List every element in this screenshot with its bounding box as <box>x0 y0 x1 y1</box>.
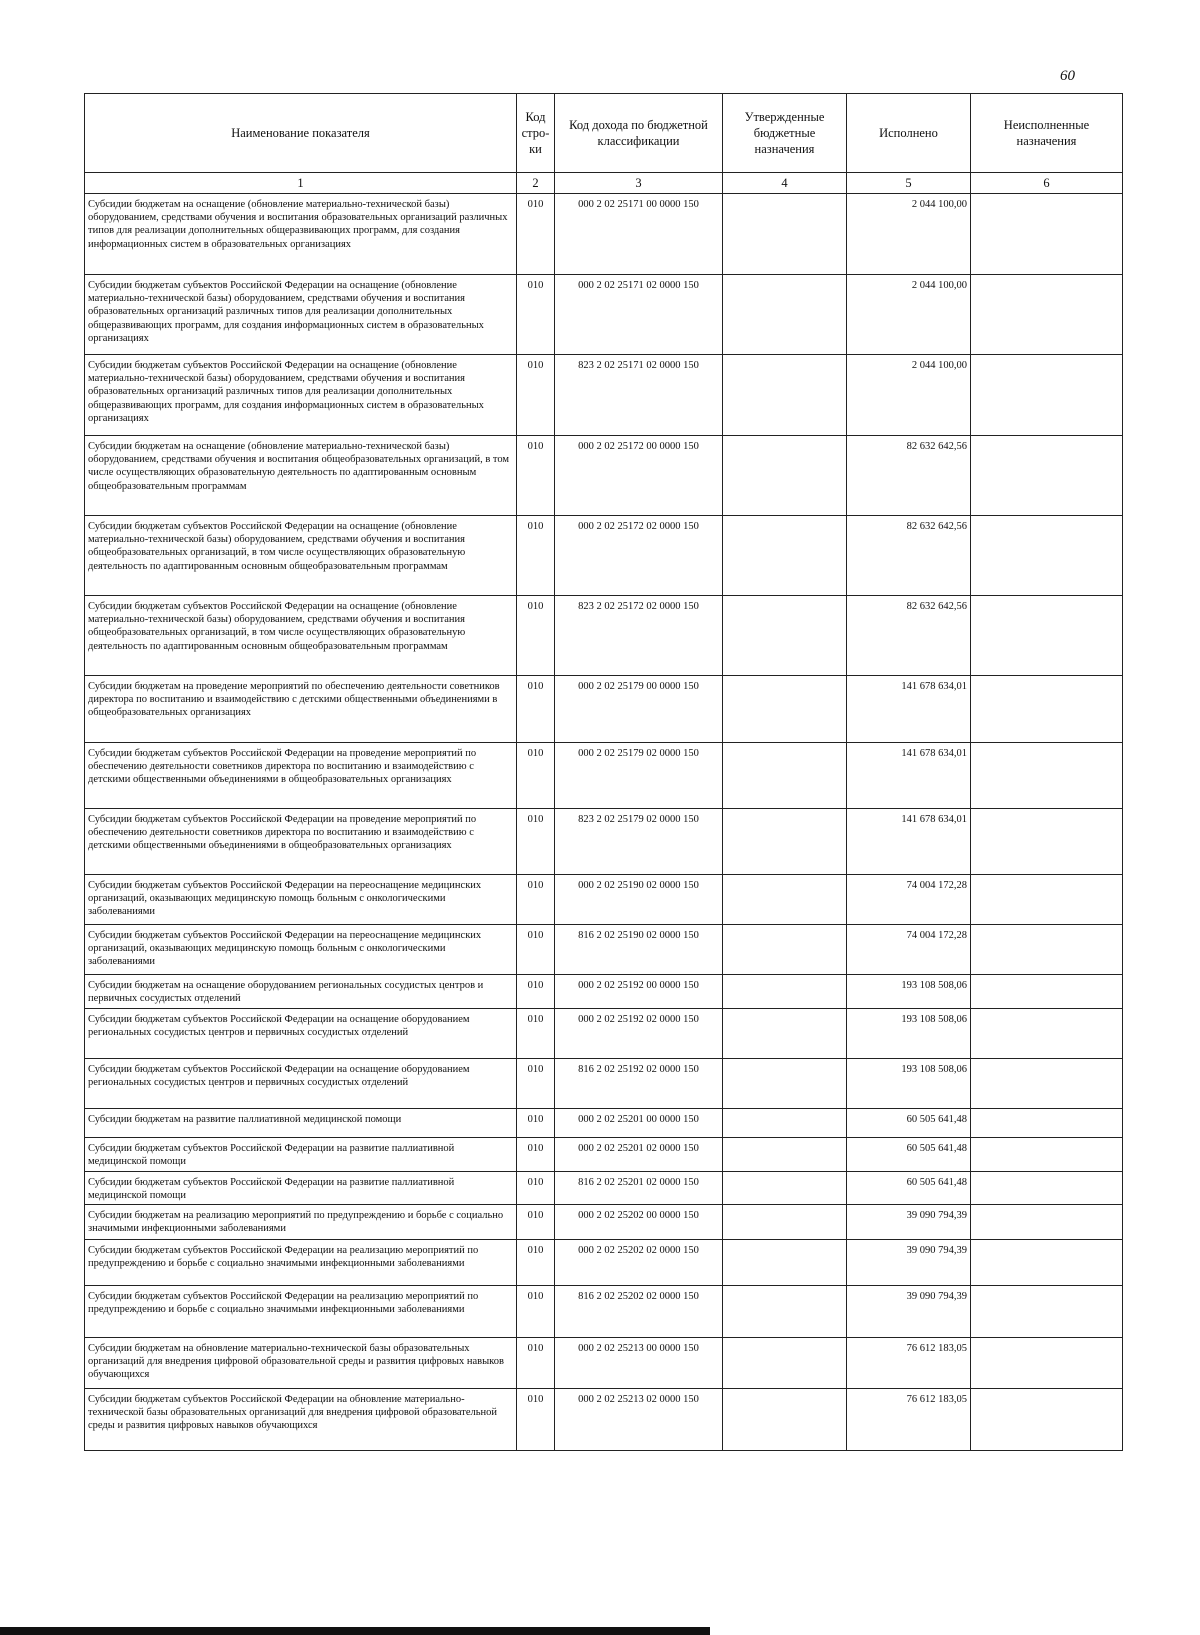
row-line-cell: 010 <box>517 1389 555 1451</box>
row-executed-cell: 141 678 634,01 <box>847 743 971 809</box>
row-unexecuted-cell <box>971 743 1123 809</box>
row-executed-cell: 60 505 641,48 <box>847 1109 971 1138</box>
row-unexecuted-cell <box>971 1059 1123 1109</box>
row-executed-cell: 60 505 641,48 <box>847 1138 971 1172</box>
row-executed-cell: 60 505 641,48 <box>847 1172 971 1205</box>
row-unexecuted-cell <box>971 1172 1123 1205</box>
table-row <box>85 1138 1123 1172</box>
row-name-cell: Субсидии бюджетам на развитие паллиативной медицинской помощи <box>85 1109 517 1138</box>
row-unexecuted-cell <box>971 875 1123 925</box>
row-unexecuted-cell <box>971 1286 1123 1338</box>
row-name-cell: Субсидии бюджетам на оснащение оборудованием региональных сосудистых центров и первичных сосудистых отделений <box>85 975 517 1009</box>
table-row <box>85 1205 1123 1240</box>
row-unexecuted-cell <box>971 676 1123 743</box>
row-name-cell: Субсидии бюджетам субъектов Российской Федерации на реализацию мероприятий по предупреждению и борьбе с социально значимыми инфекционными заболеваниями <box>85 1286 517 1338</box>
row-code-cell: 816 2 02 25201 02 0000 150 <box>555 1172 723 1205</box>
row-code-cell: 000 2 02 25202 00 0000 150 <box>555 1205 723 1240</box>
row-name-cell: Субсидии бюджетам субъектов Российской Федерации на переоснащение медицинских организаций, оказывающих медицинскую помощь больным с онкологическими заболеваниями <box>85 875 517 925</box>
row-code-cell: 816 2 02 25190 02 0000 150 <box>555 925 723 975</box>
row-executed-cell: 141 678 634,01 <box>847 676 971 743</box>
row-approved-cell <box>723 516 847 596</box>
row-code-cell: 816 2 02 25202 02 0000 150 <box>555 1286 723 1338</box>
row-name-cell: Субсидии бюджетам субъектов Российской Федерации на развитие паллиативной медицинской помощи <box>85 1172 517 1205</box>
row-name-cell: Субсидии бюджетам на реализацию мероприятий по предупреждению и борьбе с социально значимыми инфекционными заболеваниями <box>85 1205 517 1240</box>
header-approved: Утвержденные бюджетные назначения <box>723 94 847 173</box>
row-code-cell: 000 2 02 25179 00 0000 150 <box>555 676 723 743</box>
row-approved-cell <box>723 1205 847 1240</box>
row-line-cell: 010 <box>517 1286 555 1338</box>
row-line-cell: 010 <box>517 1009 555 1059</box>
row-executed-cell: 76 612 183,05 <box>847 1389 971 1451</box>
row-executed-cell: 2 044 100,00 <box>847 275 971 355</box>
row-line-cell: 010 <box>517 275 555 355</box>
row-name-cell: Субсидии бюджетам на проведение мероприятий по обеспечению деятельности советников директора по воспитанию и взаимодействию с детскими общественными объединениями в общеобразовательных организациях <box>85 676 517 743</box>
row-approved-cell <box>723 1286 847 1338</box>
row-code-cell: 823 2 02 25179 02 0000 150 <box>555 809 723 875</box>
row-code-cell: 823 2 02 25172 02 0000 150 <box>555 596 723 676</box>
page-number: 60 <box>1060 68 1075 84</box>
row-approved-cell <box>723 1109 847 1138</box>
row-code-cell: 823 2 02 25171 02 0000 150 <box>555 355 723 436</box>
row-code-cell: 000 2 02 25192 00 0000 150 <box>555 975 723 1009</box>
row-line-cell: 010 <box>517 925 555 975</box>
row-executed-cell: 82 632 642,56 <box>847 516 971 596</box>
row-line-cell: 010 <box>517 596 555 676</box>
row-unexecuted-cell <box>971 436 1123 516</box>
header-income-code: Код дохода по бюджетной классификации <box>555 94 723 173</box>
row-line-cell: 010 <box>517 1338 555 1389</box>
row-executed-cell: 193 108 508,06 <box>847 1059 971 1109</box>
header-unexecuted: Неисполненные назначения <box>971 94 1123 173</box>
table-row <box>85 1009 1123 1059</box>
table-row <box>85 975 1123 1009</box>
row-approved-cell <box>723 875 847 925</box>
row-executed-cell: 39 090 794,39 <box>847 1205 971 1240</box>
row-unexecuted-cell <box>971 1338 1123 1389</box>
row-approved-cell <box>723 194 847 275</box>
row-name-cell: Субсидии бюджетам субъектов Российской Федерации на проведение мероприятий по обеспечению деятельности советников директора по воспитанию и взаимодействию с детскими общественными объединениями в общеобразовательных организациях <box>85 743 517 809</box>
row-approved-cell <box>723 596 847 676</box>
row-executed-cell: 82 632 642,56 <box>847 436 971 516</box>
row-executed-cell: 2 044 100,00 <box>847 355 971 436</box>
row-unexecuted-cell <box>971 975 1123 1009</box>
row-unexecuted-cell <box>971 1138 1123 1172</box>
row-code-cell: 816 2 02 25192 02 0000 150 <box>555 1059 723 1109</box>
row-unexecuted-cell <box>971 1240 1123 1286</box>
row-line-cell: 010 <box>517 809 555 875</box>
column-number-row <box>85 173 1123 194</box>
row-line-cell: 010 <box>517 1059 555 1109</box>
table-row <box>85 676 1123 743</box>
table-row <box>85 1389 1123 1451</box>
header-executed: Исполнено <box>847 94 971 173</box>
table-row <box>85 809 1123 875</box>
row-code-cell: 000 2 02 25179 02 0000 150 <box>555 743 723 809</box>
table-header <box>85 94 1123 194</box>
column-number: 5 <box>847 173 971 194</box>
row-line-cell: 010 <box>517 676 555 743</box>
row-code-cell: 000 2 02 25190 02 0000 150 <box>555 875 723 925</box>
row-approved-cell <box>723 1138 847 1172</box>
row-approved-cell <box>723 975 847 1009</box>
row-name-cell: Субсидии бюджетам субъектов Российской Федерации на оснащение (обновление материально-технической базы) оборудованием, средствами обучения и воспитания образовательных организаций различных типов для реализации дополнительных общеразвивающих программ, для создания информационных систем в образовательных организациях <box>85 275 517 355</box>
column-number: 2 <box>517 173 555 194</box>
scan-edge-bar <box>0 1627 710 1635</box>
row-unexecuted-cell <box>971 809 1123 875</box>
table-row <box>85 516 1123 596</box>
table-row <box>85 1286 1123 1338</box>
row-code-cell: 000 2 02 25202 02 0000 150 <box>555 1240 723 1286</box>
row-approved-cell <box>723 1240 847 1286</box>
row-approved-cell <box>723 1172 847 1205</box>
table-body <box>85 194 1123 1451</box>
row-executed-cell: 141 678 634,01 <box>847 809 971 875</box>
row-name-cell: Субсидии бюджетам субъектов Российской Федерации на проведение мероприятий по обеспечению деятельности советников директора по воспитанию и взаимодействию с детскими общественными объединениями в общеобразовательных организациях <box>85 809 517 875</box>
row-unexecuted-cell <box>971 1109 1123 1138</box>
header-row <box>85 94 1123 173</box>
table-row <box>85 355 1123 436</box>
row-code-cell: 000 2 02 25201 02 0000 150 <box>555 1138 723 1172</box>
row-code-cell: 000 2 02 25213 02 0000 150 <box>555 1389 723 1451</box>
table-row <box>85 875 1123 925</box>
row-executed-cell: 82 632 642,56 <box>847 596 971 676</box>
row-unexecuted-cell <box>971 275 1123 355</box>
header-line-code: Код стро-ки <box>517 94 555 173</box>
row-approved-cell <box>723 1059 847 1109</box>
row-approved-cell <box>723 743 847 809</box>
row-name-cell: Субсидии бюджетам субъектов Российской Федерации на оснащение (обновление материально-технической базы) оборудованием, средствами обучения и воспитания общеобразовательных организаций, в том числе осуществляющих образовательную деятельность по адаптированным основным общеобразовательным программам <box>85 516 517 596</box>
column-number: 4 <box>723 173 847 194</box>
row-unexecuted-cell <box>971 355 1123 436</box>
row-name-cell: Субсидии бюджетам на оснащение (обновление материально-технической базы) оборудованием, средствами обучения и воспитания образовательных организаций различных типов для реализации дополнительных общеразвивающих программ, для создания информационных систем в образовательных организациях <box>85 194 517 275</box>
row-name-cell: Субсидии бюджетам субъектов Российской Федерации на оснащение (обновление материально-технической базы) оборудованием, средствами обучения и воспитания образовательных организаций различных типов для реализации дополнительных общеразвивающих программ, для создания информационных систем в образовательных организациях <box>85 355 517 436</box>
row-line-cell: 010 <box>517 743 555 809</box>
row-line-cell: 010 <box>517 975 555 1009</box>
row-line-cell: 010 <box>517 1172 555 1205</box>
row-line-cell: 010 <box>517 875 555 925</box>
row-line-cell: 010 <box>517 1138 555 1172</box>
row-approved-cell <box>723 809 847 875</box>
table-row <box>85 1338 1123 1389</box>
column-number: 3 <box>555 173 723 194</box>
header-name: Наименование показателя <box>85 94 517 173</box>
row-line-cell: 010 <box>517 1109 555 1138</box>
row-approved-cell <box>723 275 847 355</box>
row-unexecuted-cell <box>971 194 1123 275</box>
row-approved-cell <box>723 1338 847 1389</box>
row-name-cell: Субсидии бюджетам субъектов Российской Федерации на переоснащение медицинских организаций, оказывающих медицинскую помощь больным с онкологическими заболеваниями <box>85 925 517 975</box>
row-code-cell: 000 2 02 25171 02 0000 150 <box>555 275 723 355</box>
row-line-cell: 010 <box>517 1205 555 1240</box>
row-approved-cell <box>723 925 847 975</box>
row-line-cell: 010 <box>517 516 555 596</box>
row-approved-cell <box>723 436 847 516</box>
row-line-cell: 010 <box>517 436 555 516</box>
row-approved-cell <box>723 1009 847 1059</box>
row-name-cell: Субсидии бюджетам субъектов Российской Федерации на развитие паллиативной медицинской помощи <box>85 1138 517 1172</box>
row-code-cell: 000 2 02 25201 00 0000 150 <box>555 1109 723 1138</box>
row-name-cell: Субсидии бюджетам субъектов Российской Федерации на обновление материально-технической базы образовательных организаций для внедрения цифровой образовательной среды и развития цифровых навыков обучающихся <box>85 1389 517 1451</box>
row-name-cell: Субсидии бюджетам на обновление материально-технической базы образовательных организаций для внедрения цифровой образовательной среды и развития цифровых навыков обучающихся <box>85 1338 517 1389</box>
row-approved-cell <box>723 355 847 436</box>
row-unexecuted-cell <box>971 925 1123 975</box>
row-name-cell: Субсидии бюджетам субъектов Российской Федерации на реализацию мероприятий по предупреждению и борьбе с социально значимыми инфекционными заболеваниями <box>85 1240 517 1286</box>
table-row <box>85 596 1123 676</box>
budget-income-table <box>84 93 1123 1451</box>
row-unexecuted-cell <box>971 516 1123 596</box>
row-executed-cell: 193 108 508,06 <box>847 975 971 1009</box>
row-executed-cell: 76 612 183,05 <box>847 1338 971 1389</box>
row-executed-cell: 193 108 508,06 <box>847 1009 971 1059</box>
column-number: 1 <box>85 173 517 194</box>
row-unexecuted-cell <box>971 596 1123 676</box>
table-row <box>85 925 1123 975</box>
table-row <box>85 275 1123 355</box>
row-executed-cell: 74 004 172,28 <box>847 875 971 925</box>
row-unexecuted-cell <box>971 1009 1123 1059</box>
row-executed-cell: 74 004 172,28 <box>847 925 971 975</box>
row-code-cell: 000 2 02 25171 00 0000 150 <box>555 194 723 275</box>
row-name-cell: Субсидии бюджетам субъектов Российской Федерации на оснащение оборудованием региональных сосудистых центров и первичных сосудистых отделений <box>85 1009 517 1059</box>
row-code-cell: 000 2 02 25213 00 0000 150 <box>555 1338 723 1389</box>
row-name-cell: Субсидии бюджетам на оснащение (обновление материально-технической базы) оборудованием, средствами обучения и воспитания общеобразовательных организаций, в том числе осуществляющих образовательную деятельность по адаптированным основным общеобразовательным программам <box>85 436 517 516</box>
row-line-cell: 010 <box>517 1240 555 1286</box>
table-row <box>85 436 1123 516</box>
row-approved-cell <box>723 1389 847 1451</box>
table-row <box>85 743 1123 809</box>
table-row <box>85 1109 1123 1138</box>
row-name-cell: Субсидии бюджетам субъектов Российской Федерации на оснащение оборудованием региональных сосудистых центров и первичных сосудистых отделений <box>85 1059 517 1109</box>
row-line-cell: 010 <box>517 355 555 436</box>
row-unexecuted-cell <box>971 1205 1123 1240</box>
row-code-cell: 000 2 02 25192 02 0000 150 <box>555 1009 723 1059</box>
table-row <box>85 1059 1123 1109</box>
row-name-cell: Субсидии бюджетам субъектов Российской Федерации на оснащение (обновление материально-технической базы) оборудованием, средствами обучения и воспитания общеобразовательных организаций, в том числе осуществляющих образовательную деятельность по адаптированным основным общеобразовательным программам <box>85 596 517 676</box>
row-executed-cell: 39 090 794,39 <box>847 1286 971 1338</box>
row-code-cell: 000 2 02 25172 02 0000 150 <box>555 516 723 596</box>
row-unexecuted-cell <box>971 1389 1123 1451</box>
table-row <box>85 194 1123 275</box>
row-executed-cell: 2 044 100,00 <box>847 194 971 275</box>
table-row <box>85 1240 1123 1286</box>
row-approved-cell <box>723 676 847 743</box>
row-code-cell: 000 2 02 25172 00 0000 150 <box>555 436 723 516</box>
column-number: 6 <box>971 173 1123 194</box>
row-executed-cell: 39 090 794,39 <box>847 1240 971 1286</box>
table-row <box>85 1172 1123 1205</box>
row-line-cell: 010 <box>517 194 555 275</box>
